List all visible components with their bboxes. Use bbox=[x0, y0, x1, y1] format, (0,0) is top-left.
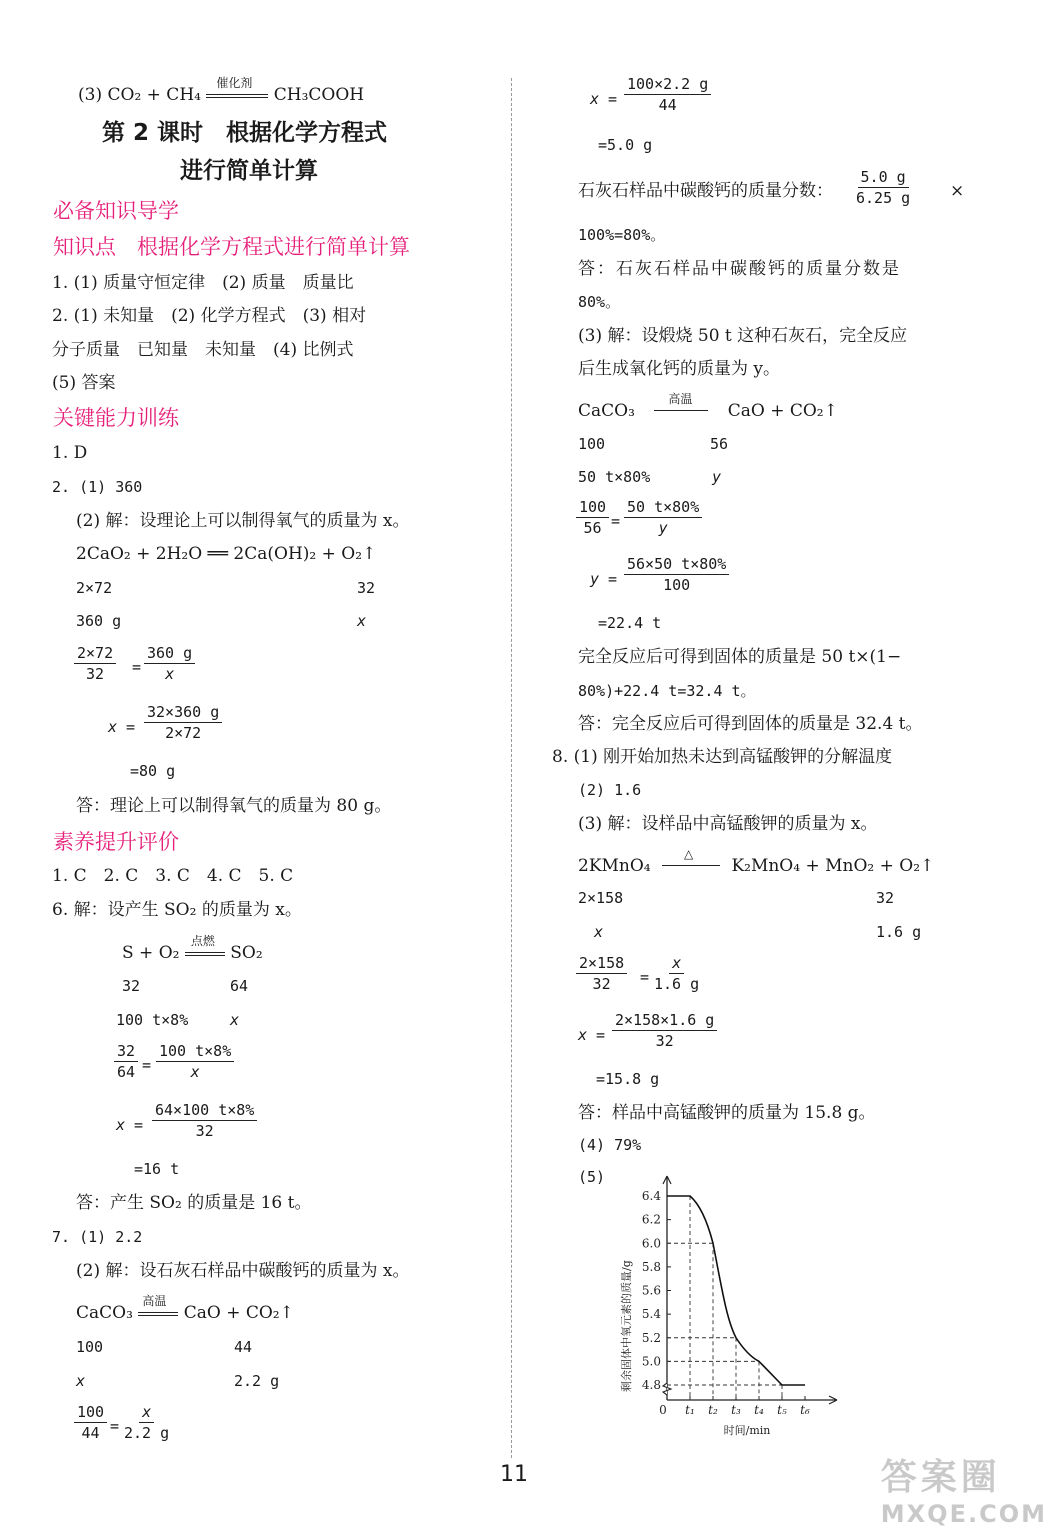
answer-line: 石灰石样品中碳酸钙的质量分数： bbox=[578, 181, 833, 201]
solve-fraction: 64×100 t×8% 32 bbox=[152, 1101, 257, 1140]
equals-sign: = bbox=[132, 658, 142, 676]
result: =16 t bbox=[134, 1160, 180, 1178]
ratio-value: 32 bbox=[122, 977, 141, 995]
solve-lhs: x = bbox=[116, 1116, 144, 1134]
answer-line: 答：石灰石样品中碳酸钙的质量分数是 bbox=[578, 259, 901, 279]
x-tick-label: t₁ bbox=[685, 1403, 695, 1417]
chemical-equation: CaCO₃ 高温 CaO + CO₂↑ bbox=[76, 1294, 294, 1323]
column-divider bbox=[511, 78, 512, 1458]
ratio-value: 64 bbox=[230, 977, 249, 995]
answer-line: 8. (1) 刚开始加热未达到高锰酸钾的分解温度 bbox=[552, 747, 893, 767]
ratio-value: 32 bbox=[876, 889, 895, 907]
x-tick-label: 0 bbox=[659, 1403, 667, 1417]
proportion-fraction: 32 64 bbox=[114, 1042, 138, 1081]
answer-line: 答：产生 SO₂ 的质量是 16 t。 bbox=[76, 1193, 312, 1213]
proportion-fraction: 100 t×8% x bbox=[156, 1042, 234, 1081]
ratio-value: x bbox=[230, 1011, 240, 1029]
ratio-value: 100 bbox=[578, 435, 606, 453]
ratio-value: 50 t×80% bbox=[578, 468, 651, 486]
ratio-value: 2×72 bbox=[76, 579, 113, 597]
answer-line: 1. (1) 质量守恒定律 (2) 质量 质量比 bbox=[52, 273, 354, 293]
chemical-equation: CaCO₃ 高温 CaO + CO₂↑ bbox=[578, 392, 838, 421]
chemical-equation: 2CaO₂ + 2H₂O ══ 2Ca(OH)₂ + O₂↑ bbox=[76, 544, 377, 564]
answer-line: 后生成氧化钙的质量为 y。 bbox=[578, 359, 781, 379]
x-tick-label: t₅ bbox=[777, 1403, 787, 1417]
proportion-fraction: 2×158 32 bbox=[576, 954, 627, 993]
answer-line: 答：理论上可以制得氧气的质量为 80 g。 bbox=[76, 796, 392, 816]
solve-lhs: x = bbox=[578, 1026, 606, 1044]
chemical-equation: S + O₂ 点燃 SO₂ bbox=[122, 934, 263, 963]
ratio-value: 100 t×8% bbox=[116, 1011, 189, 1029]
result: =80 g bbox=[130, 762, 176, 780]
equals-sign: = bbox=[142, 1056, 152, 1074]
ratio-value: y bbox=[712, 468, 722, 486]
answer-line: 2. (1) 未知量 (2) 化学方程式 (3) 相对 bbox=[52, 306, 367, 326]
answer-line: 答：完全反应后可得到固体的质量是 32.4 t。 bbox=[578, 714, 923, 734]
section-heading-literacy: 素养提升评价 bbox=[53, 830, 179, 854]
ratio-value: 2×158 bbox=[578, 889, 624, 907]
proportion-fraction: 360 g x bbox=[144, 644, 195, 683]
x-tick-label: t₃ bbox=[731, 1403, 741, 1417]
solve-lhs: x = bbox=[108, 718, 136, 736]
solve-lhs: y = bbox=[590, 570, 618, 588]
ratio-value: 100 bbox=[76, 1338, 104, 1356]
answer-line: (5) bbox=[578, 1168, 606, 1186]
section-heading-ability: 关键能力训练 bbox=[53, 406, 179, 430]
answer-line: 7. (1) 2.2 bbox=[52, 1228, 143, 1246]
answer-line: (2) 1.6 bbox=[578, 781, 642, 799]
chemical-equation: 2KMnO₄ △ K₂MnO₄ + MnO₂ + O₂↑ bbox=[578, 847, 935, 876]
ratio-value: 1.6 g bbox=[876, 923, 922, 941]
proportion-fraction: 100 44 bbox=[74, 1403, 107, 1442]
y-tick-label: 5.8 bbox=[641, 1259, 661, 1274]
result: =15.8 g bbox=[596, 1070, 660, 1088]
equals-sign: = bbox=[640, 968, 650, 986]
x-axis-label: 时间/min bbox=[723, 1424, 771, 1437]
result: =22.4 t bbox=[598, 614, 662, 632]
answer-line: (2) 解：设理论上可以制得氧气的质量为 x。 bbox=[76, 511, 410, 531]
answer-line: (3) 解：设样品中高锰酸钾的质量为 x。 bbox=[578, 814, 878, 834]
oxygen-mass-chart bbox=[612, 1170, 852, 1450]
x-tick-label: t₄ bbox=[754, 1403, 764, 1417]
top-equation: (3) CO₂ + CH₄ 催化剂 CH₃COOH bbox=[78, 76, 365, 105]
answer-line: (5) 答案 bbox=[52, 373, 116, 393]
answer-line: (2) 解：设石灰石样品中碳酸钙的质量为 x。 bbox=[76, 1261, 410, 1281]
answer-line: 答：样品中高锰酸钾的质量为 15.8 g。 bbox=[578, 1103, 876, 1123]
y-tick-label: 5.4 bbox=[641, 1307, 661, 1322]
y-axis-label: 剩余固体中氧元素的质量/g bbox=[620, 1260, 633, 1392]
proportion-fraction: 50 t×80% y bbox=[624, 498, 702, 537]
ratio-value: 360 g bbox=[76, 612, 122, 630]
solve-fraction: 2×158×1.6 g 32 bbox=[612, 1011, 717, 1050]
ratio-value: x bbox=[76, 1372, 86, 1390]
answer-line: 1. D bbox=[52, 443, 88, 463]
ratio-value: 44 bbox=[234, 1338, 253, 1356]
page-number: 11 bbox=[500, 1462, 528, 1487]
equals-sign: = bbox=[611, 512, 621, 530]
proportion-fraction: x 2.2 g bbox=[124, 1403, 170, 1442]
answer-line: 6. 解：设产生 SO₂ 的质量为 x。 bbox=[52, 900, 302, 920]
y-tick-label: 6.4 bbox=[641, 1189, 661, 1203]
answer-line: 100%=80%。 bbox=[578, 226, 666, 244]
y-tick-label: 4.8 bbox=[641, 1378, 661, 1392]
data-line bbox=[667, 1196, 805, 1385]
equals-sign: = bbox=[110, 1417, 120, 1435]
knowledge-point-title: 知识点 根据化学方程式进行简单计算 bbox=[53, 235, 410, 259]
solve-fraction: 56×50 t×80% 100 bbox=[624, 555, 729, 594]
answer-line: 2. (1) 360 bbox=[52, 478, 143, 496]
answer-line: 分子质量 已知量 未知量 (4) 比例式 bbox=[52, 340, 354, 360]
watermark: 答案圈 MXQE.COM bbox=[880, 1457, 1047, 1528]
proportion-fraction: 2×72 32 bbox=[74, 644, 116, 683]
y-tick-label: 6.0 bbox=[641, 1236, 661, 1251]
answer-line: 1. C 2. C 3. C 4. C 5. C bbox=[52, 866, 294, 886]
ratio-value: 56 bbox=[710, 435, 729, 453]
answer-line: (3) 解：设煅烧 50 t 这种石灰石，完全反应 bbox=[578, 326, 908, 346]
result: =5.0 g bbox=[598, 136, 653, 154]
lesson-title-line2: 进行简单计算 bbox=[180, 158, 318, 184]
solve-fraction: 32×360 g 2×72 bbox=[144, 703, 222, 742]
lesson-title-line1: 第 2 课时 根据化学方程式 bbox=[102, 120, 388, 146]
section-heading-knowledge: 必备知识导学 bbox=[53, 199, 179, 223]
answer-line: 80%)+22.4 t=32.4 t。 bbox=[578, 682, 756, 700]
y-tick-label: 5.0 bbox=[641, 1354, 661, 1369]
y-tick-label: 5.6 bbox=[641, 1283, 661, 1298]
times-sign: × bbox=[950, 181, 965, 201]
x-tick-label: t₂ bbox=[708, 1403, 718, 1417]
proportion-fraction: x 1.6 g bbox=[654, 954, 700, 993]
answer-line: (4) 79% bbox=[578, 1136, 642, 1154]
answer-line: 完全反应后可得到固体的质量是 50 t×(1− bbox=[578, 647, 902, 667]
solve-fraction: 100×2.2 g 44 bbox=[624, 75, 711, 114]
mass-fraction: 5.0 g 6.25 g bbox=[856, 168, 911, 207]
answer-line: 80%。 bbox=[578, 293, 621, 311]
x-tick-label: t₆ bbox=[800, 1403, 810, 1417]
ratio-value: 32 bbox=[357, 579, 376, 597]
solve-lhs: x = bbox=[590, 90, 618, 108]
ratio-value: x bbox=[357, 612, 367, 630]
y-tick-label: 6.2 bbox=[641, 1212, 661, 1227]
ratio-value: x bbox=[594, 923, 604, 941]
proportion-fraction: 100 56 bbox=[576, 498, 609, 537]
ratio-value: 2.2 g bbox=[234, 1372, 280, 1390]
y-tick-label: 5.2 bbox=[641, 1330, 661, 1345]
